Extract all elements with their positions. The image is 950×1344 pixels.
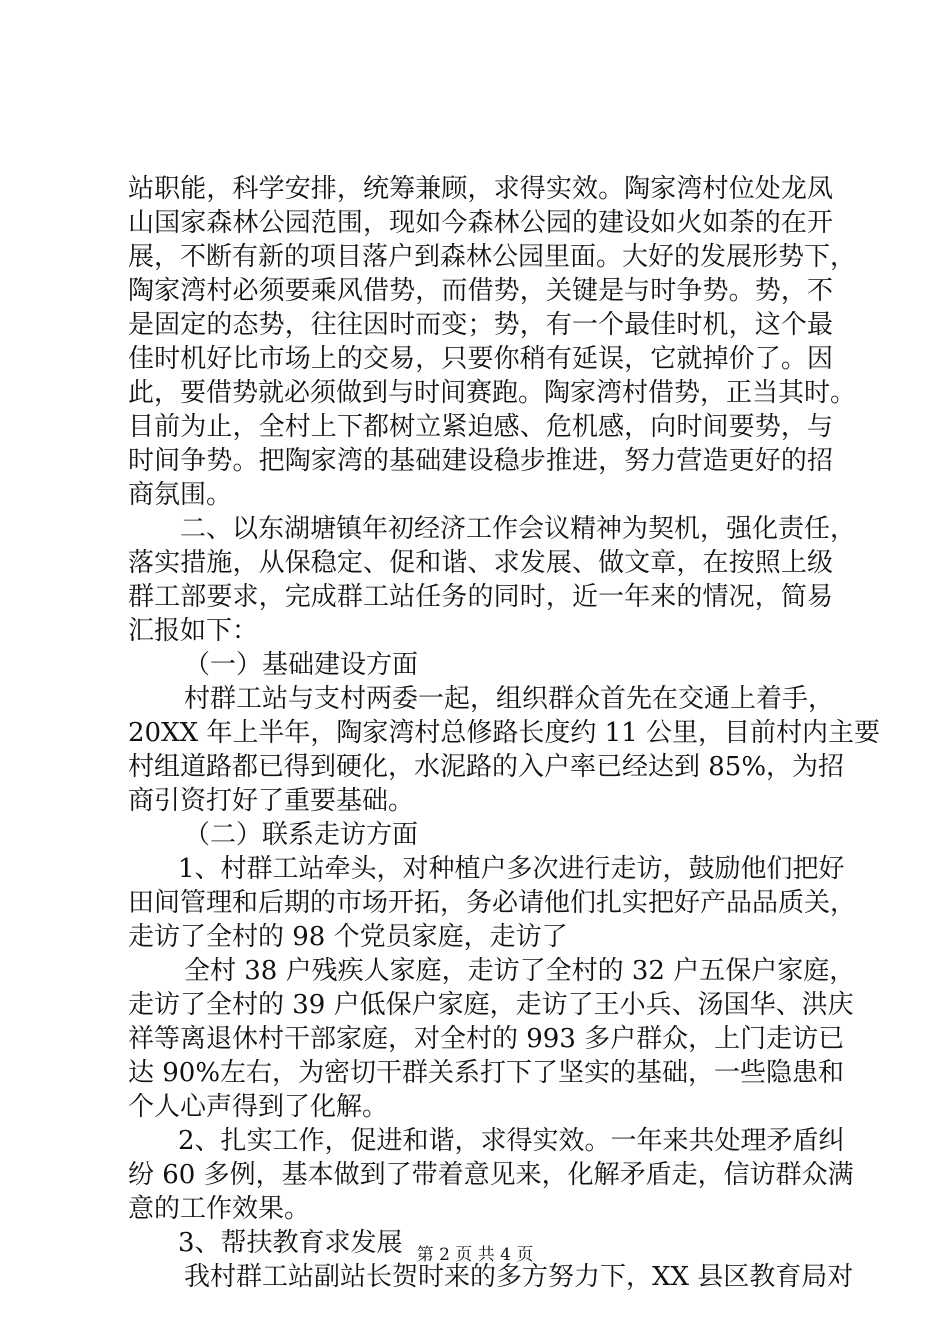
text-line: 陶家湾村必须要乘风借势，而借势，关键是与时争势。势，不 [128, 276, 833, 306]
text-line: 此，要借势就必须做到与时间赛跑。陶家湾村借势，正当其时。 [128, 378, 857, 408]
text-line: 山国家森林公园范围，现如今森林公园的建设如火如荼的在开 [128, 208, 833, 238]
text-line: 村组道路都已得到硬化，水泥路的入户率已经达到 85%，为招 [128, 752, 845, 782]
text-line: 走访了全村的 98 个党员家庭，走访了 [128, 922, 568, 952]
text-line: 祥等离退休村干部家庭，对全村的 993 多户群众，上门走访已 [128, 1024, 845, 1054]
subsection-heading: 3、帮扶教育求发展 [178, 1228, 403, 1258]
page-footer: 第 2 页 共 4 页 [416, 1245, 534, 1265]
document-body [128, 172, 880, 1294]
text-line: 是固定的态势，往往因时而变；势，有一个最佳时机，这个最 [128, 310, 833, 340]
text-line: 时间争势。把陶家湾的基础建设稳步推进，努力营造更好的招 [128, 446, 833, 476]
text-line: 目前为止，全村上下都树立紧迫感、危机感，向时间要势，与 [128, 412, 833, 442]
text-line: 1、村群工站牵头，对种植户多次进行走访，鼓励他们把好 [178, 854, 845, 884]
text-line: 意的工作效果。 [128, 1194, 311, 1224]
text-line: 田间管理和后期的市场开拓，务必请他们扎实把好产品品质关， [128, 888, 857, 918]
text-line: 20XX 年上半年，陶家湾村总修路长度约 11 公里，目前村内主要 [128, 718, 880, 748]
text-line: 我村群工站副站长贺时来的多方努力下，XX 县区教育局对 [184, 1262, 854, 1292]
section-heading: 二、以东湖塘镇年初经济工作会议精神为契机，强化责任， [180, 514, 857, 544]
text-line: 个人心声得到了化解。 [128, 1092, 389, 1122]
subsection-heading: （二）联系走访方面 [184, 820, 419, 850]
text-line: 落实措施，从保稳定、促和谐、求发展、做文章，在按照上级 [128, 548, 833, 578]
text-line: 展，不断有新的项目落户到森林公园里面。大好的发展形势下， [128, 242, 857, 272]
text-line: 佳时机好比市场上的交易，只要你稍有延误，它就掉价了。因 [128, 344, 833, 374]
text-line: 2、扎实工作，促进和谐，求得实效。一年来共处理矛盾纠 [178, 1126, 845, 1156]
text-line: 站职能，科学安排，统筹兼顾，求得实效。陶家湾村位处龙凤 [128, 174, 833, 204]
text-line: 全村 38 户残疾人家庭，走访了全村的 32 户五保户家庭， [184, 956, 856, 986]
text-line: 村群工站与支村两委一起，组织群众首先在交通上着手， [184, 684, 835, 714]
subsection-heading: （一）基础建设方面 [184, 650, 419, 680]
text-line: 商引资打好了重要基础。 [128, 786, 415, 816]
text-line: 群工部要求，完成群工站任务的同时，近一年来的情况，简易 [128, 582, 833, 612]
text-line: 达 90%左右，为密切干群关系打下了坚实的基础，一些隐患和 [128, 1058, 845, 1088]
text-line: 走访了全村的 39 户低保户家庭，走访了王小兵、汤国华、洪庆 [128, 990, 854, 1020]
text-line: 汇报如下： [128, 616, 259, 646]
text-line: 纷 60 多例，基本做到了带着意见来，化解矛盾走，信访群众满 [128, 1160, 854, 1190]
text-line: 商氛围。 [128, 480, 233, 510]
